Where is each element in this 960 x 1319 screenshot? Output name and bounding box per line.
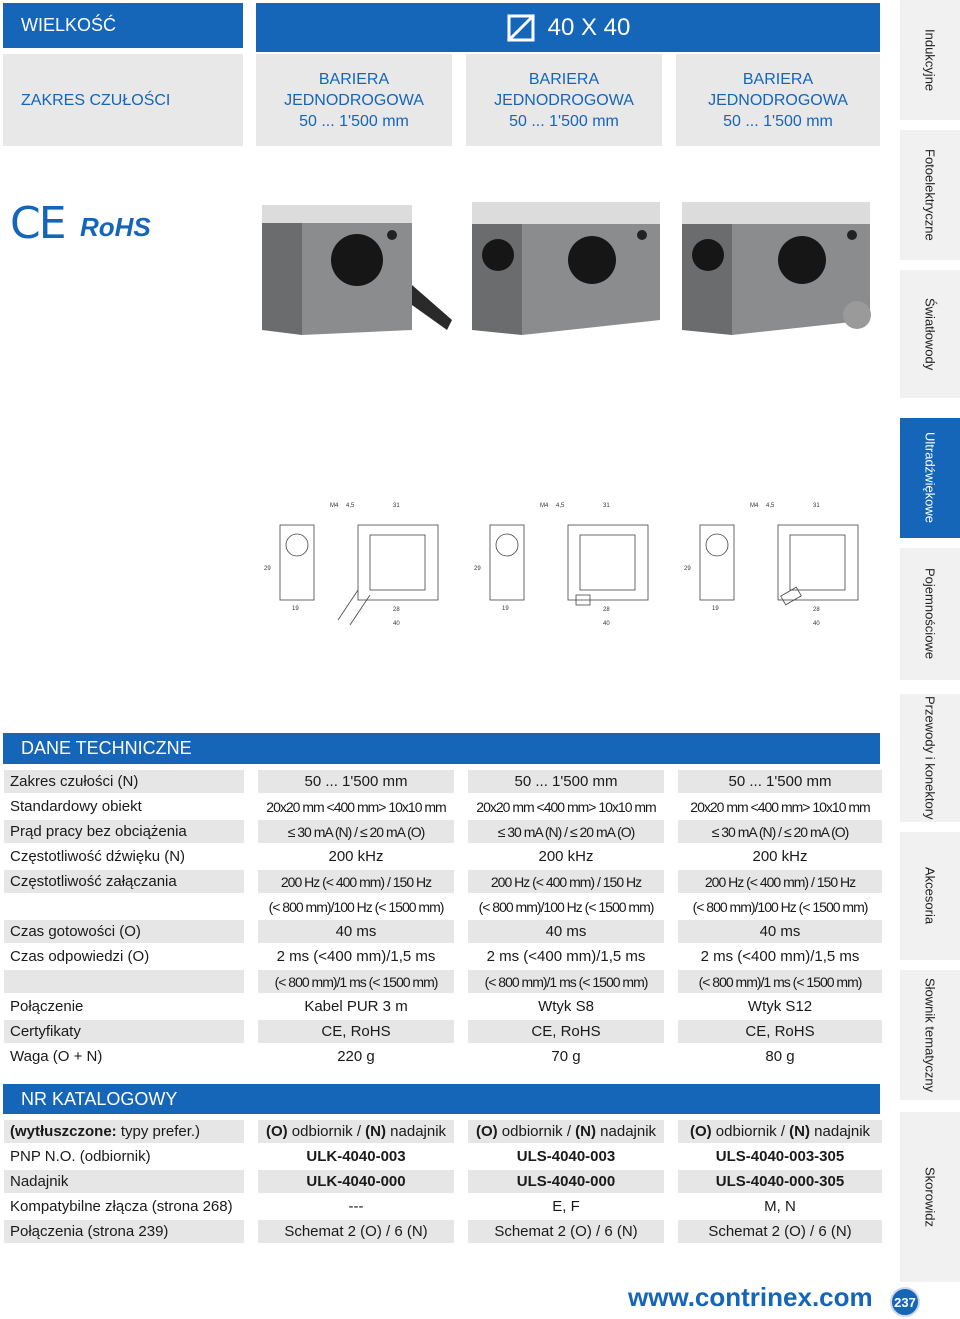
- tech-row: [4, 795, 882, 820]
- sidebar-tab-label: Przewody i konektory: [922, 696, 938, 820]
- tech-row-label: Częstotliwość dźwięku (N): [10, 848, 186, 865]
- tech-row-value: 200 kHz: [538, 848, 594, 865]
- tech-row-label: Certyfikaty: [4, 1020, 244, 1043]
- sidebar-tab-label: Ultradźwiękowe: [922, 432, 938, 524]
- range-column-3: BARIERA JEDNODROGOWA 50 ... 1'500 mm: [676, 54, 880, 146]
- sidebar-tab[interactable]: [900, 1112, 960, 1282]
- catalog-code: Schemat 2 (O) / 6 (N): [258, 1220, 454, 1243]
- tech-row: [4, 945, 882, 970]
- svg-text:M4: M4: [540, 503, 549, 509]
- technical-drawing-1: [258, 495, 458, 635]
- tech-row-value: 220 g: [337, 1048, 375, 1065]
- svg-text:40: 40: [603, 621, 610, 627]
- ce-logo: CE: [10, 198, 65, 249]
- svg-text:19: 19: [292, 606, 299, 612]
- svg-text:19: 19: [712, 606, 719, 612]
- svg-text:4,5: 4,5: [346, 503, 355, 509]
- tech-row: [4, 870, 882, 895]
- svg-text:4,5: 4,5: [556, 503, 565, 509]
- tech-row: [4, 1020, 882, 1045]
- rohs-logo: RoHS: [80, 212, 151, 242]
- sidebar-tab-label: Fotoelektryczne: [922, 149, 938, 241]
- tech-row-value: (< 800 mm)/1 ms (< 1500 mm): [678, 970, 882, 993]
- tech-row: [4, 770, 882, 795]
- catalog-row: [4, 1195, 882, 1220]
- sidebar-tab[interactable]: [900, 130, 960, 260]
- catalog-code: ULS-4040-003: [516, 1148, 616, 1165]
- tech-row: [4, 995, 882, 1020]
- sidebar-tab[interactable]: [900, 694, 960, 822]
- tech-row-value: 50 ... 1'500 mm: [468, 770, 664, 793]
- range-column-1: BARIERA JEDNODROGOWA 50 ... 1'500 mm: [256, 54, 452, 146]
- catalog-code: ULK-4040-003: [306, 1148, 406, 1165]
- catalog-code: ULS-4040-003-305: [715, 1148, 845, 1165]
- sidebar-tab-label: Słownik tematyczny: [922, 977, 938, 1093]
- tech-row-value: ≤ 30 mA (N) / ≤ 20 mA (O): [258, 820, 454, 843]
- size-value-bar: [256, 3, 880, 52]
- footer-url[interactable]: www.contrinex.com: [628, 1282, 873, 1312]
- tech-row-label: [4, 970, 244, 993]
- tech-row-value: 200 Hz (< 400 mm) / 150 Hz: [678, 870, 882, 893]
- sidebar-tab[interactable]: [900, 270, 960, 398]
- tech-row-value: CE, RoHS: [678, 1020, 882, 1043]
- sidebar-tab[interactable]: [900, 832, 960, 960]
- svg-text:29: 29: [684, 566, 691, 572]
- tech-row-value: ≤ 30 mA (N) / ≤ 20 mA (O): [468, 820, 664, 843]
- svg-text:28: 28: [813, 607, 820, 613]
- sidebar-tab[interactable]: [900, 970, 960, 1100]
- tech-row: [4, 970, 882, 995]
- tech-row-value: 50 ... 1'500 mm: [678, 770, 882, 793]
- svg-text:28: 28: [393, 607, 400, 613]
- svg-text:40: 40: [393, 621, 400, 627]
- catalog-row-label: PNP N.O. (odbiornik): [10, 1148, 151, 1165]
- svg-text:29: 29: [474, 566, 481, 572]
- sidebar-tab-label: Skorowidz: [922, 1167, 938, 1227]
- sidebar-tab[interactable]: [900, 0, 960, 120]
- size-label: WIELKOŚĆ: [3, 3, 243, 48]
- tech-row-value: (< 800 mm)/100 Hz (< 1500 mm): [692, 898, 868, 915]
- tech-data-title: DANE TECHNICZNE: [3, 733, 880, 764]
- sidebar-tab-label: Akcesoria: [922, 867, 938, 925]
- tech-row-value: CE, RoHS: [468, 1020, 664, 1043]
- tech-row-value: CE, RoHS: [258, 1020, 454, 1043]
- catalog-row-label: Kompatybilne złącza (strona 268): [10, 1198, 233, 1215]
- svg-text:19: 19: [502, 606, 509, 612]
- size-value: 40 X 40: [547, 13, 631, 41]
- tech-row-label: Prąd pracy bez obciążenia: [4, 820, 244, 843]
- tech-row-value: (< 800 mm)/1 ms (< 1500 mm): [468, 970, 664, 993]
- technical-drawing-3: [678, 495, 878, 635]
- tech-row-value: Wtyk S8: [538, 998, 594, 1015]
- catalog-row: [4, 1220, 882, 1245]
- tech-row-value: 20x20 mm <400 mm> 10x10 mm: [690, 798, 870, 815]
- tech-row-label: [4, 895, 244, 918]
- tech-row-label: Czas odpowiedzi (O): [10, 948, 150, 965]
- catalog-code: Schemat 2 (O) / 6 (N): [678, 1220, 882, 1243]
- tech-row: [4, 845, 882, 870]
- catalog-row-label: Połączenia (strona 239): [4, 1220, 244, 1243]
- catalog-title: NR KATALOGOWY: [3, 1084, 880, 1114]
- tech-row-value: 40 ms: [678, 920, 882, 943]
- sidebar-tab-label: Indukcyjne: [922, 28, 938, 92]
- product-photo-1: [262, 205, 452, 335]
- tech-row-value: 200 Hz (< 400 mm) / 150 Hz: [258, 870, 454, 893]
- tech-row-value: Wtyk S12: [747, 998, 813, 1015]
- technical-drawing-2: [468, 495, 668, 635]
- tech-row: [4, 1045, 882, 1070]
- sidebar-tab[interactable]: [900, 548, 960, 680]
- tech-row-value: 200 kHz: [752, 848, 808, 865]
- tech-row-value: 200 kHz: [328, 848, 384, 865]
- tech-row-label: Czas gotowości (O): [4, 920, 244, 943]
- catalog-row: [4, 1145, 882, 1170]
- svg-text:28: 28: [603, 607, 610, 613]
- svg-text:29: 29: [264, 566, 271, 572]
- tech-row-value: 2 ms (<400 mm)/1,5 ms: [276, 948, 436, 965]
- tech-row-value: 2 ms (<400 mm)/1,5 ms: [700, 948, 860, 965]
- svg-text:31: 31: [813, 503, 820, 509]
- range-label: ZAKRES CZUŁOŚCI: [3, 54, 243, 146]
- tech-row-label: Zakres czułości (N): [4, 770, 244, 793]
- svg-text:31: 31: [393, 503, 400, 509]
- tech-row-label: Połączenie: [10, 998, 84, 1015]
- svg-text:40: 40: [813, 621, 820, 627]
- tech-row-value: 70 g: [551, 1048, 581, 1065]
- tech-row-value: 20x20 mm <400 mm> 10x10 mm: [476, 798, 656, 815]
- svg-text:M4: M4: [330, 503, 339, 509]
- catalog-code: Schemat 2 (O) / 6 (N): [468, 1220, 664, 1243]
- catalog-code: M, N: [764, 1198, 796, 1215]
- svg-text:31: 31: [603, 503, 610, 509]
- square-diameter-icon: [506, 13, 536, 43]
- catalog-code: ULK-4040-000: [258, 1170, 454, 1193]
- tech-row-value: 40 ms: [258, 920, 454, 943]
- tech-row-value: (< 800 mm)/1 ms (< 1500 mm): [258, 970, 454, 993]
- catalog-row-label: Nadajnik: [4, 1170, 244, 1193]
- tech-row-value: 40 ms: [468, 920, 664, 943]
- sidebar-tab-label: Światłowody: [922, 297, 938, 371]
- sidebar-tab-label: Pojemnościowe: [922, 568, 938, 660]
- catalog-row: [4, 1170, 882, 1195]
- sidebar-tab[interactable]: [900, 418, 960, 538]
- tech-row: [4, 820, 882, 845]
- tech-row-label: Waga (O + N): [10, 1048, 103, 1065]
- catalog-code: E, F: [552, 1198, 580, 1215]
- product-photo-3: [682, 200, 878, 335]
- catalog-code: ---: [348, 1198, 364, 1215]
- tech-row-value: (< 800 mm)/100 Hz (< 1500 mm): [268, 898, 444, 915]
- tech-row-value: Kabel PUR 3 m: [304, 998, 408, 1015]
- catalog-code: ULS-4040-000: [468, 1170, 664, 1193]
- range-column-2: BARIERA JEDNODROGOWA 50 ... 1'500 mm: [466, 54, 662, 146]
- product-photo-2: [472, 200, 662, 335]
- tech-row-label: Częstotliwość załączania: [4, 870, 244, 893]
- tech-row-value: (< 800 mm)/100 Hz (< 1500 mm): [478, 898, 654, 915]
- tech-row: [4, 895, 882, 920]
- tech-row-value: 200 Hz (< 400 mm) / 150 Hz: [468, 870, 664, 893]
- svg-text:M4: M4: [750, 503, 759, 509]
- tech-row-value: ≤ 30 mA (N) / ≤ 20 mA (O): [678, 820, 882, 843]
- tech-row-value: 50 ... 1'500 mm: [258, 770, 454, 793]
- svg-text:4,5: 4,5: [766, 503, 775, 509]
- tech-row: [4, 920, 882, 945]
- page-number-badge: 237: [890, 1287, 920, 1317]
- tech-row-value: 80 g: [765, 1048, 795, 1065]
- tech-row-label: Standardowy obiekt: [10, 798, 142, 815]
- catalog-legend-row: (wytłuszczone: typy prefer.) (O) odbiornik / (N) nadajnik (O) odbiornik / (N) nadajnik (O) odbiornik / (N) nadajnik: [4, 1120, 882, 1145]
- tech-row-value: 2 ms (<400 mm)/1,5 ms: [486, 948, 646, 965]
- tech-row-value: 20x20 mm <400 mm> 10x10 mm: [266, 798, 446, 815]
- catalog-code: ULS-4040-000-305: [678, 1170, 882, 1193]
